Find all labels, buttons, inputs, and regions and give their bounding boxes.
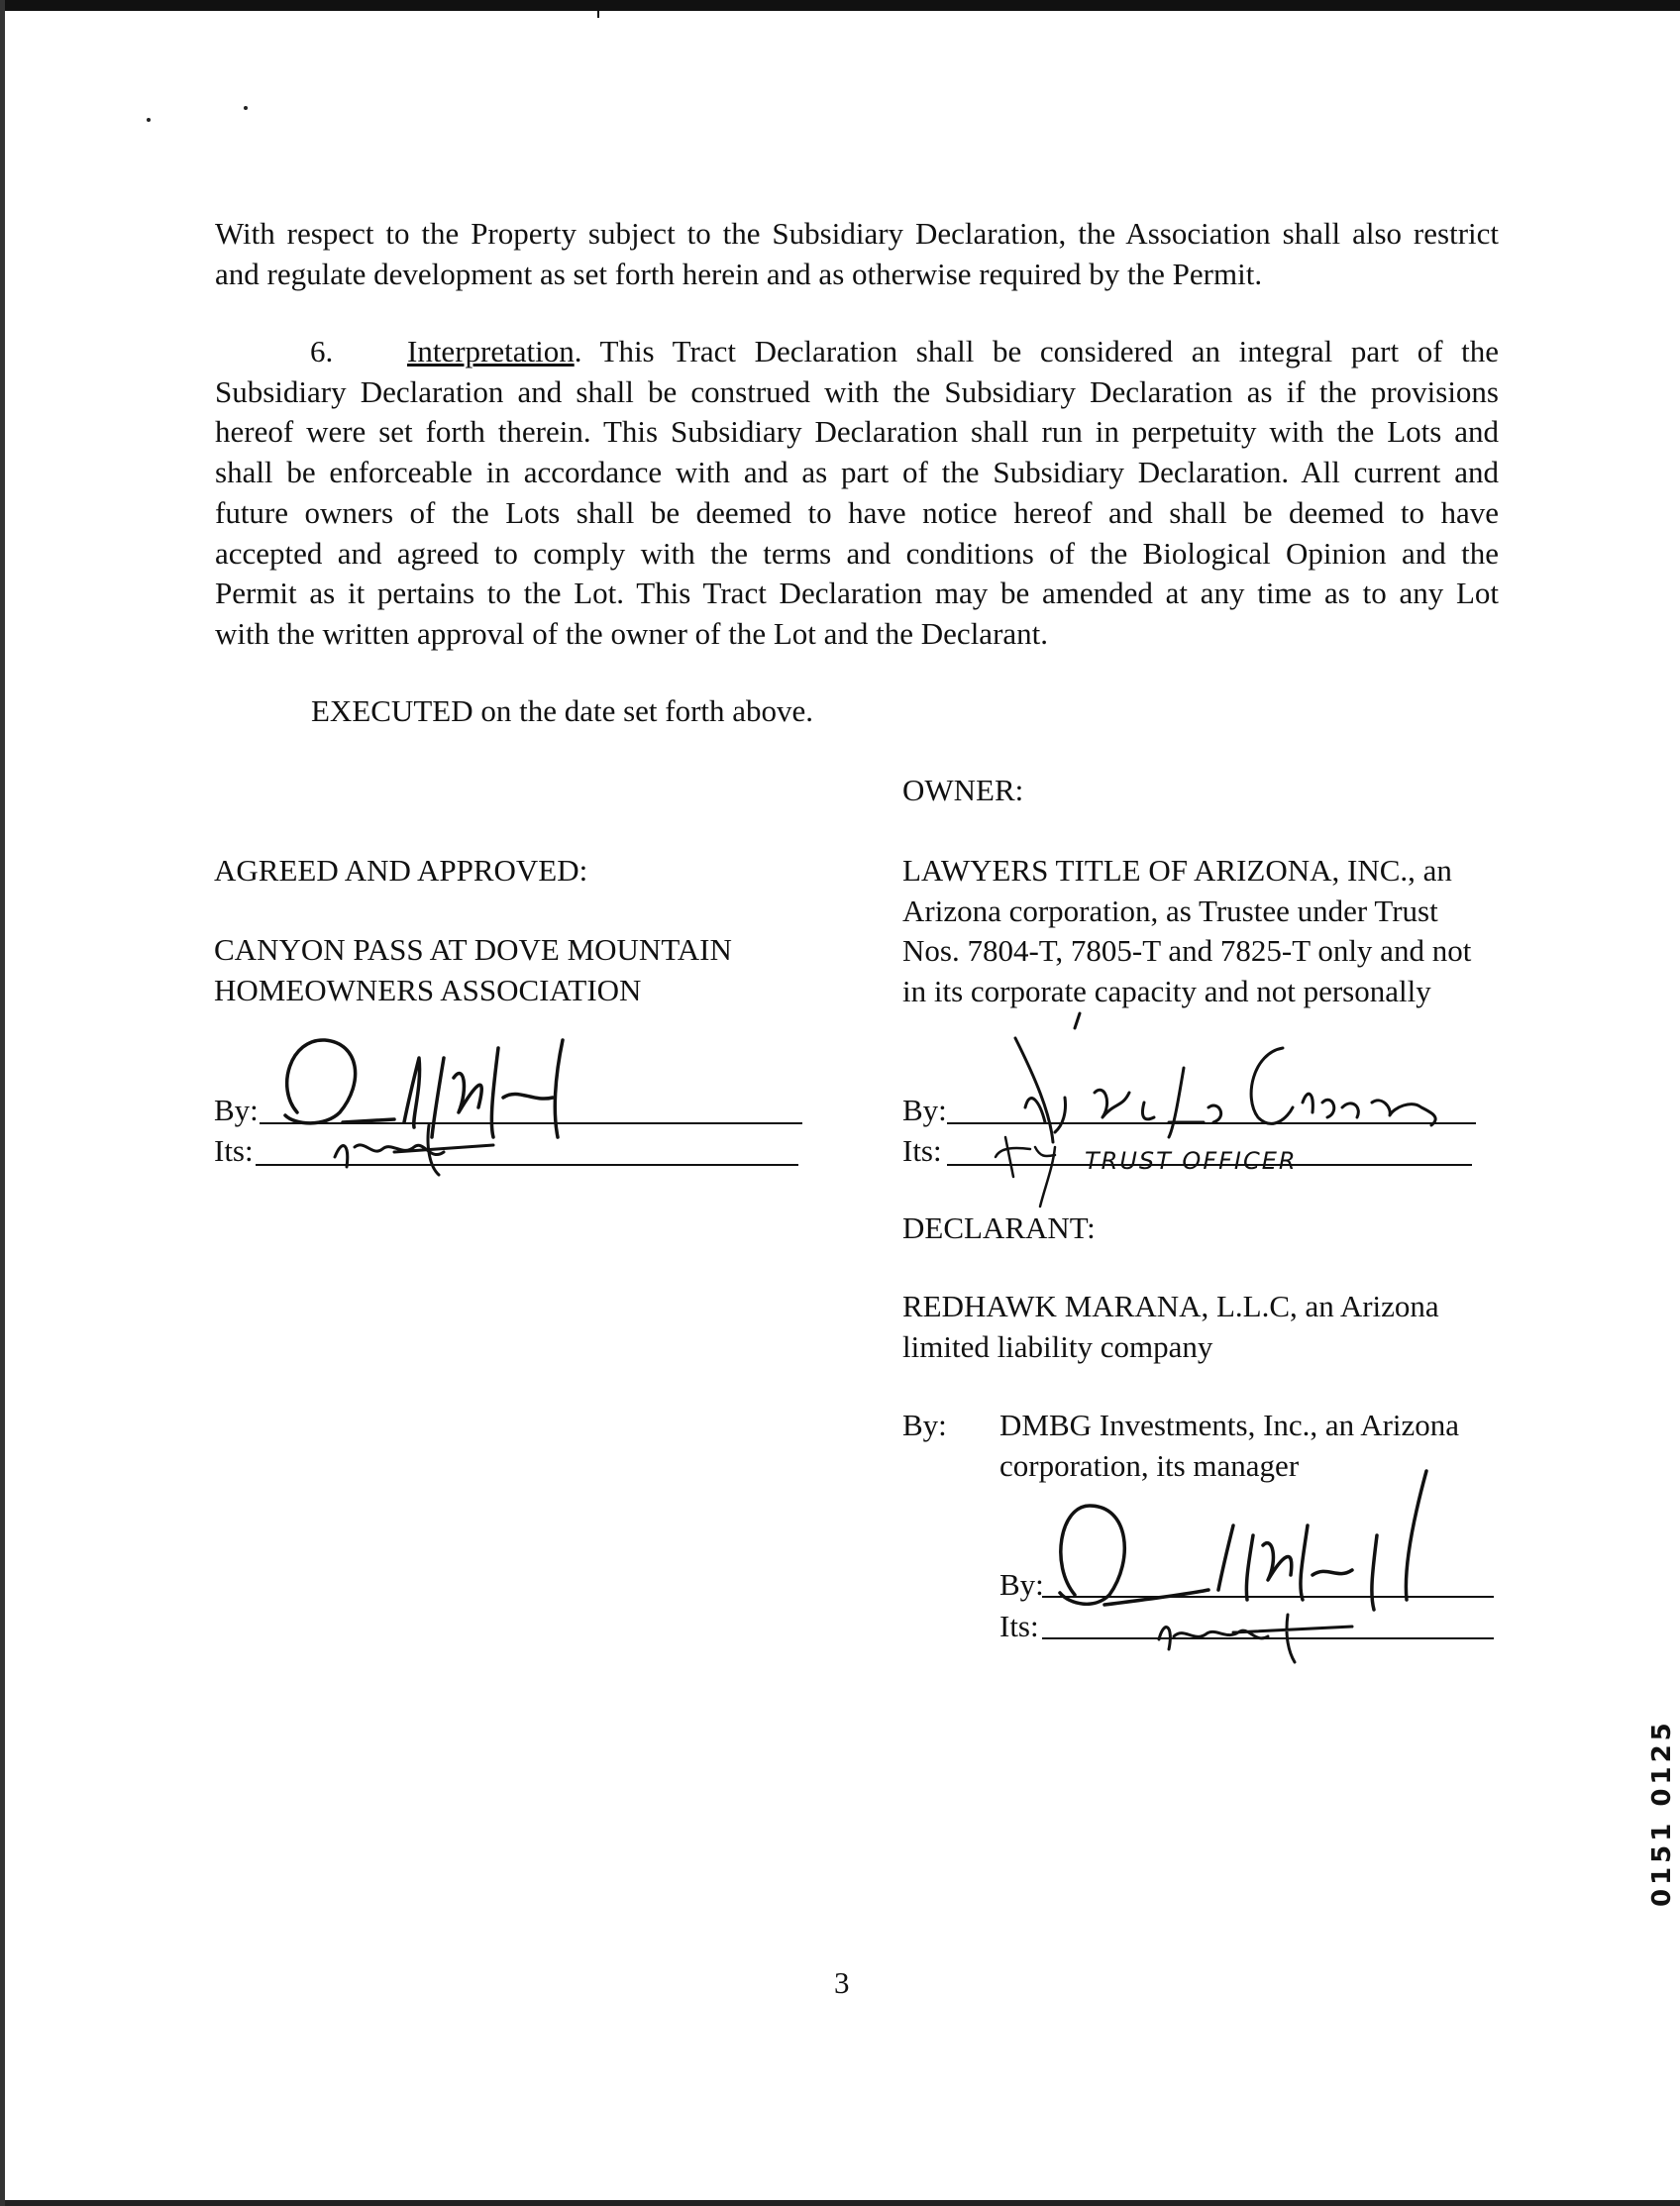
margin-document-code [1615,1580,1677,1907]
agreed-approved-label: AGREED AND APPROVED: [214,853,588,888]
text-line: with the written approval of the owner of the Lot and the Declarant. [215,615,1049,651]
owner-line: Arizona corporation, as Trustee under Trust [902,893,1438,928]
declarant-line: REDHAWK MARANA, L.L.C, an Arizona [902,1289,1439,1323]
text-line: and regulate development as set forth herein and as otherwise required by the Permit. [215,256,1263,291]
hoa-president-signature [256,1028,612,1177]
owner-line: Nos. 7804-T, 7805-T and 7825-T only and not [902,933,1472,969]
hoa-its-label: Its: [214,1133,254,1168]
owner-line: in its corporate capacity and not personally [902,974,1431,1009]
section-6-first-line [215,332,1499,372]
hoa-name-line: CANYON PASS AT DOVE MOUNTAIN [214,932,732,967]
page-number: 3 [834,1965,850,2000]
declarant-heading: DECLARANT: [902,1210,1096,1245]
declarant-line: limited liability company [902,1328,1213,1364]
section-first-line-text: . This Tract Declaration shall be considered an integral part of the [574,334,1499,368]
scan-speck [244,106,248,110]
text-line: Permit as it pertains to the Lot. This Tract Declaration may be amended at any time as to any Lot [215,576,1499,611]
owner-text [902,851,1471,1012]
manager-by-label: By: [999,1567,1044,1602]
text-line: shall be enforceable in accordance with and as part of the Subsidiary Declaration. All current and [215,455,1499,490]
trust-officer-signature [946,1008,1511,1207]
owner-its-handwritten: TRUST OFFICER [1085,1147,1298,1175]
owner-heading: OWNER: [902,773,1024,807]
text-line: future owners of the Lots shall be deemed to have notice hereof and shall be deemed to have [215,494,1499,530]
hoa-name-line: HOMEOWNERS ASSOCIATION [214,972,642,1007]
section-number: 6. [310,334,334,368]
margin-document-code-text: 0151 0125 [1647,1719,1677,1907]
scan-tick-mark [597,0,599,18]
scan-speck [147,118,151,122]
section-6-paragraph [215,332,1499,655]
manager-president-signature [1035,1466,1471,1664]
hoa-by-label: By: [214,1093,259,1127]
owner-by-label: By: [902,1093,947,1127]
text-line: accepted and agreed to comply with the terms and conditions of the Biological Opinion and the [215,535,1499,571]
declarant-by-line: corporation, its manager [999,1447,1300,1483]
manager-its-label: Its: [999,1609,1039,1643]
text-line: With respect to the Property subject to the Subsidiary Declaration, the Association shall also restrict [215,216,1499,251]
executed-line: EXECUTED on the date set forth above. [311,693,814,728]
scan-edge-bottom [0,2200,1680,2206]
intro-paragraph [215,214,1499,294]
scan-edge-left [0,0,5,2206]
hoa-name [214,930,732,1010]
declarant-by-label: By: [902,1408,947,1442]
declarant-text [902,1287,1439,1367]
owner-line: LAWYERS TITLE OF ARIZONA, INC., an [902,853,1452,888]
text-line: Subsidiary Declaration and shall be construed with the Subsidiary Declaration as if the provisions [215,373,1499,409]
owner-its-label: Its: [902,1133,942,1168]
declarant-by-line: DMBG Investments, Inc., an Arizona [999,1408,1460,1442]
text-line: hereof were set forth therein. This Subsidiary Declaration shall run in perpetuity with the Lots and [215,414,1499,450]
section-heading: Interpretation [407,334,575,368]
scan-edge-top [0,0,1680,11]
